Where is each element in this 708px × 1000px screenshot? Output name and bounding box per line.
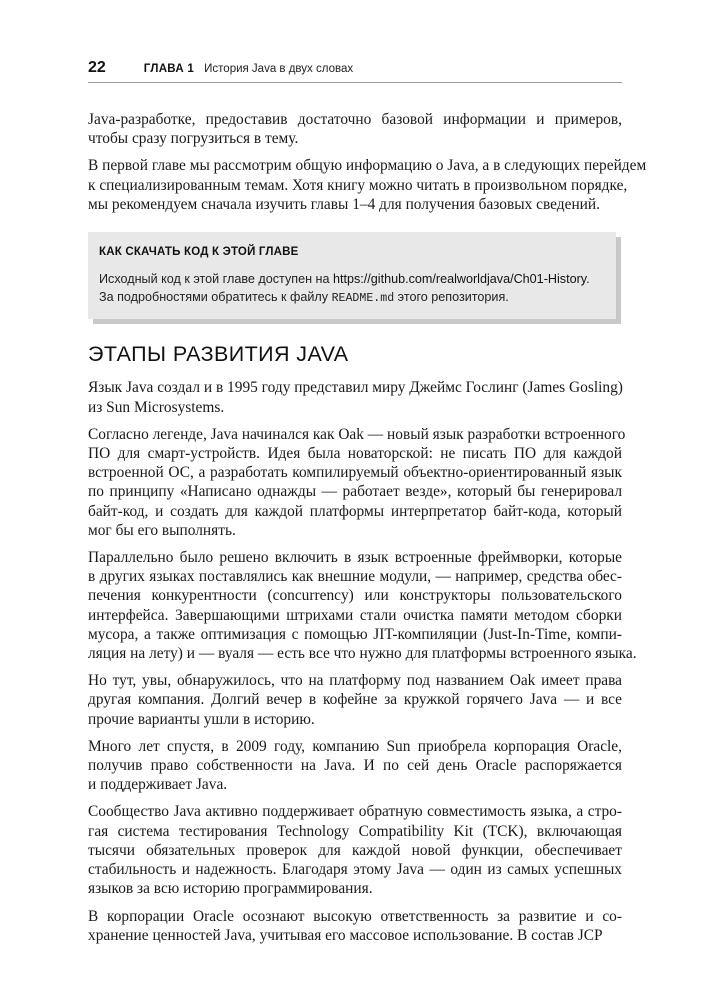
repo-link[interactable]: https://github.com/realworldjava/Ch01-History — [332, 272, 587, 287]
text-line: в других языках поставлялись как внешние модули, — например, средства обес- — [88, 568, 622, 586]
text-line: Параллельно было решено включить в язык встроенные фреймворки, которые — [88, 549, 622, 567]
text-line: Согласно легенде, Java начинался как Oak — новый язык разработки встроенного — [88, 425, 626, 443]
sidebar-text: этого репозитория. — [394, 289, 509, 304]
intro-paragraph — [88, 156, 647, 214]
body-paragraph — [88, 548, 637, 663]
download-code-sidebar — [88, 232, 616, 319]
text-line: встроенной ОС, а разработать компилируемый объектно-ориентированный язык — [88, 464, 622, 482]
body-paragraph — [88, 737, 622, 795]
text-line: мог бы его выполнять. — [88, 521, 236, 539]
text-line: байт-код, и создать для каждой платформы интерпретатор байт-кода, который — [88, 502, 622, 520]
section-paragraphs — [88, 378, 637, 944]
text-line: стабильность и надежность. Благодаря этому Java — один из самых успешных — [88, 861, 622, 879]
text-line: Java-разработке, предоставив достаточно базовой информации и примеров, — [88, 111, 622, 128]
text-line: к специализированным темам. Хотя книгу можно читать в произвольном порядке, — [88, 176, 628, 194]
text-line: печения конкурентности (concurrency) или конструкторы пользовательского — [88, 587, 622, 605]
sidebar-title: КАК СКАЧАТЬ КОД К ЭТОЙ ГЛАВЕ — [99, 246, 299, 259]
page-body — [88, 110, 647, 953]
text-line: В корпорации Oracle осознают высокую ответственность за развитие и со- — [88, 907, 622, 925]
body-paragraph — [88, 907, 622, 945]
running-title: История Java в двух словах — [204, 63, 354, 75]
intro-paragraph — [88, 110, 622, 148]
text-line: языков за всю историю программирования. — [88, 880, 373, 898]
sidebar-body — [99, 271, 602, 307]
text-line: по принципу «Написано однажды — работает везде», который бы генерировал — [88, 483, 622, 501]
text-line: и поддерживает Java. — [88, 776, 228, 794]
text-line: Много лет спустя, в 2009 году, компанию Sun приобрела корпорация Oracle, — [88, 737, 622, 755]
text-line: ляция на лету) и — вуаля — есть все что нужно для платформы встроенного языка. — [88, 645, 637, 663]
running-header — [88, 59, 628, 81]
text-line: ПО для смарт-устройств. Идея была новаторской: не писать ПО для каждой — [88, 445, 622, 463]
header-rule — [88, 82, 622, 83]
text-line: В первой главе мы рассмотрим общую информацию о Java, а в следующих перейдем — [88, 157, 647, 175]
body-paragraph — [88, 671, 622, 729]
text-line: получив право собственности на Java. И по сей день Oracle распоряжается — [88, 757, 622, 775]
body-paragraph — [88, 378, 622, 416]
text-line: чтобы сразу погрузиться в тему. — [88, 130, 299, 148]
text-line: Сообщество Java активно поддерживает обратную совместимость языка, а стро- — [88, 803, 622, 821]
text-line: прочие варианты ушли в историю. — [88, 710, 315, 728]
sidebar-text: Исходный код к этой главе доступен на — [99, 272, 333, 287]
text-line: хранение ценностей Java, учитывая его массовое использование. В состав JCP — [88, 926, 603, 944]
text-line: Но тут, увы, обнаружилось, что на платформу под названием Oak имеет права — [88, 672, 622, 690]
text-line: мусора, а также оптимизация с помощью JIT-компиляции (Just-In-Time, компи- — [88, 625, 622, 643]
chapter-label: ГЛАВА 1 — [143, 63, 195, 75]
section-heading: ЭТАПЫ РАЗВИТИЯ JAVA — [88, 342, 349, 367]
sidebar-text: За подробностями обратитесь к файлу — [99, 289, 332, 304]
text-line: гая система тестирования Technology Compatibility Kit (TCK), включающая — [88, 822, 622, 840]
page-number: 22 — [88, 59, 106, 76]
body-paragraph — [88, 802, 622, 898]
text-line: мы рекомендуем сначала изучить главы 1–4 для получения базовых сведений. — [88, 195, 600, 213]
text-line: интерфейса. Завершающими штрихами стали очистка памяти методом сборки — [88, 606, 622, 624]
sidebar-text: . — [586, 272, 590, 287]
readme-filename: README.md — [331, 291, 395, 305]
text-line: другая компания. Долгий вечер в кофейне за кружкой горячего Java — и все — [88, 691, 622, 709]
text-line: Язык Java создал и в 1995 году представил миру Джеймс Гослинг (James Gosling) — [88, 379, 623, 397]
body-paragraph — [88, 425, 626, 540]
text-line: из Sun Microsystems. — [88, 398, 225, 416]
text-line: тысячи обязательных проверок для каждой новой функции, обеспечивает — [88, 841, 622, 859]
